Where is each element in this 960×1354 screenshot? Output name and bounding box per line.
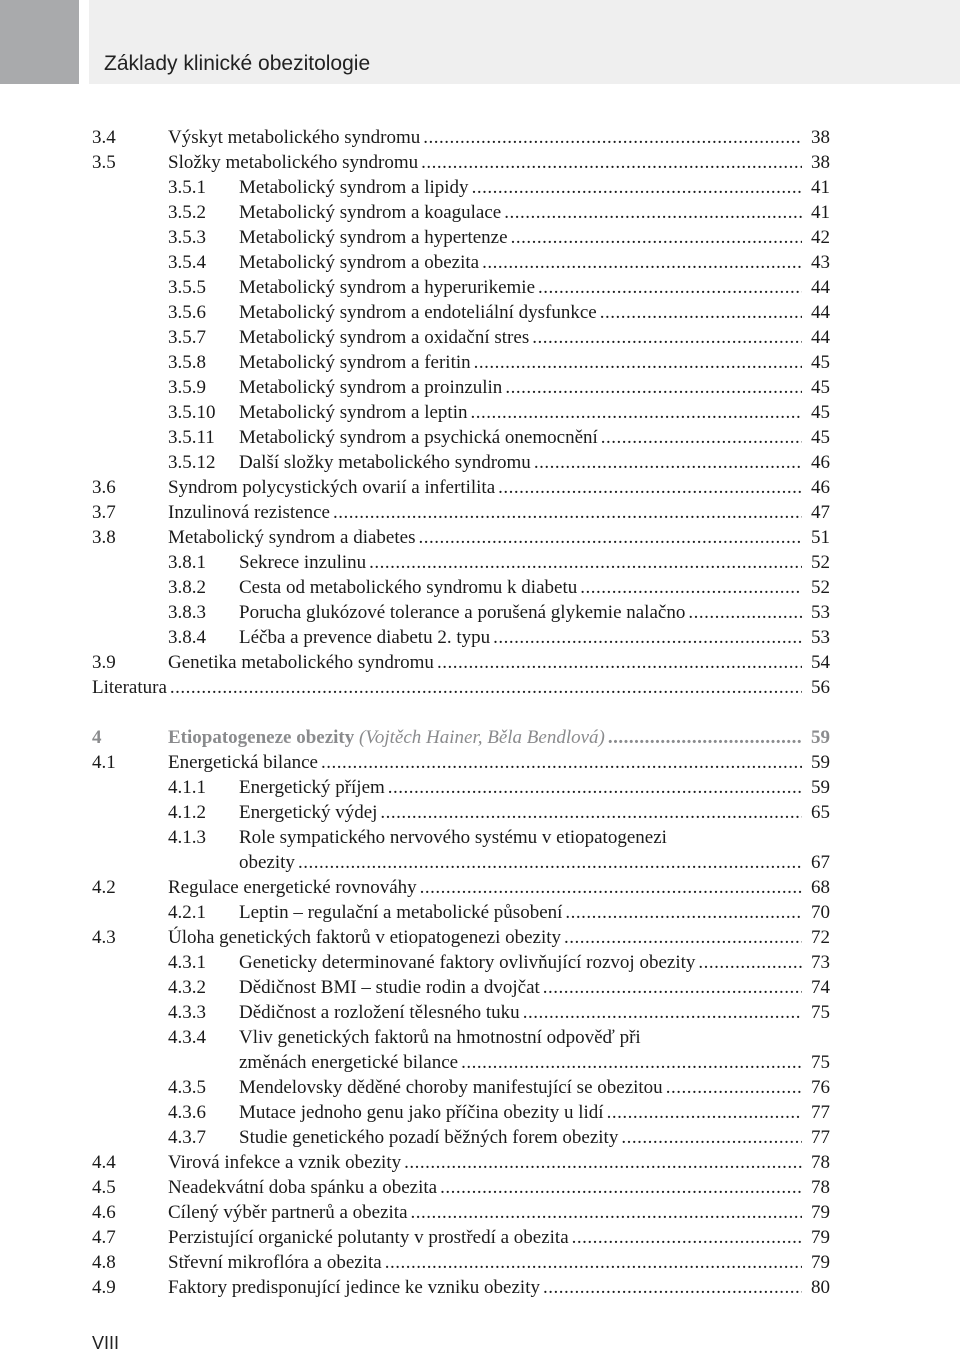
toc-entry-number: 4.6: [92, 1202, 116, 1223]
toc-entry[interactable]: [92, 675, 830, 700]
dot-leader: [504, 200, 802, 225]
toc-entry-page: 77: [811, 1102, 830, 1123]
toc-entry-number: 3.8.2: [168, 577, 206, 598]
dot-leader: [511, 225, 802, 250]
toc-entry[interactable]: [92, 1000, 830, 1025]
toc-entry[interactable]: [92, 1200, 830, 1225]
toc-entry-title: Cesta od metabolického syndromu k diabetu: [239, 577, 578, 598]
toc-entry-page: 73: [811, 952, 830, 973]
toc-entry-page: 43: [811, 252, 830, 273]
toc-entry-page: 52: [811, 577, 830, 598]
toc-entry-number: 4.1.1: [168, 777, 206, 798]
toc-entry[interactable]: [92, 575, 830, 600]
toc-entry-number: 3.5.5: [168, 277, 206, 298]
toc-entry[interactable]: [92, 925, 830, 950]
toc-entry[interactable]: [92, 450, 830, 475]
toc-entry-number: 3.5.1: [168, 177, 206, 198]
toc-entry[interactable]: [92, 775, 830, 800]
toc-entry-title: Úloha genetických faktorů v etiopatogenezi obezity: [168, 927, 562, 948]
toc-entry-number: 3.5.2: [168, 202, 206, 223]
toc-entry[interactable]: [92, 550, 830, 575]
toc-entry-page: 41: [811, 177, 830, 198]
toc-entry[interactable]: [92, 475, 830, 500]
table-of-contents: [92, 125, 830, 1300]
toc-entry-page: 38: [811, 127, 830, 148]
toc-entry-page: 41: [811, 202, 830, 223]
dot-leader: [523, 1000, 802, 1025]
toc-entry-number: 4.4: [92, 1152, 116, 1173]
toc-entry-title: Metabolický syndrom a psychická onemocnění: [239, 427, 598, 448]
toc-entry-title: Porucha glukózové tolerance a porušená glykemie nalačno: [239, 602, 686, 623]
toc-entry-page: 45: [811, 427, 830, 448]
toc-entry-number: 4.5: [92, 1177, 116, 1198]
toc-entry-page: 46: [811, 452, 830, 473]
toc-entry-number: 3.5.6: [168, 302, 206, 323]
toc-entry-number: 4.7: [92, 1227, 116, 1248]
dot-leader: [470, 400, 802, 425]
toc-entry[interactable]: [92, 1025, 830, 1050]
toc-entry-page: 45: [811, 352, 830, 373]
dot-leader: [440, 1175, 802, 1200]
toc-entry-number: 4.9: [92, 1277, 116, 1298]
dot-leader: [474, 350, 802, 375]
toc-entry[interactable]: [92, 250, 830, 275]
toc-entry-page: 79: [811, 1227, 830, 1248]
toc-entry-page: 51: [811, 527, 830, 548]
toc-entry-title: Mendelovsky děděné choroby manifestující se obezitou: [239, 1077, 663, 1098]
toc-entry[interactable]: [92, 225, 830, 250]
toc-entry-number: 4.3.7: [168, 1127, 206, 1148]
toc-entry-number: 3.8: [92, 527, 116, 548]
dot-leader: [565, 900, 802, 925]
toc-entry[interactable]: [92, 950, 830, 975]
chapter-title: Etiopatogeneze obezity: [168, 727, 355, 748]
dot-leader: [601, 425, 802, 450]
toc-entry[interactable]: [92, 300, 830, 325]
toc-entry-number: 4.1.3: [168, 827, 206, 848]
toc-entry-title: Další složky metabolického syndromu: [239, 452, 531, 473]
dot-leader: [493, 625, 802, 650]
toc-entry[interactable]: [92, 175, 830, 200]
dot-leader: [388, 775, 802, 800]
toc-entry-title: Perzistující organické polutanty v prostředí a obezita: [168, 1227, 569, 1248]
toc-entry[interactable]: [92, 200, 830, 225]
toc-entry-title: Metabolický syndrom a koagulace: [239, 202, 502, 223]
dot-leader: [461, 1050, 802, 1075]
toc-entry-page: 76: [811, 1077, 830, 1098]
dot-leader: [600, 300, 802, 325]
toc-entry-page: 53: [811, 627, 830, 648]
toc-entry-title: Mutace jednoho genu jako příčina obezity u lidí: [239, 1102, 604, 1123]
toc-entry-title: Inzulinová rezistence: [168, 502, 330, 523]
toc-entry[interactable]: [92, 625, 830, 650]
toc-entry-number: 3.5: [92, 152, 116, 173]
toc-entry[interactable]: [92, 500, 830, 525]
toc-entry-title: Faktory predisponující jedince ke vzniku obezity: [168, 1277, 540, 1298]
toc-entry-page: 47: [811, 502, 830, 523]
dot-leader: [385, 1250, 802, 1275]
toc-entry-title: Střevní mikroflóra a obezita: [168, 1252, 382, 1273]
toc-entry-number: 3.5.7: [168, 327, 206, 348]
toc-entry-title: Virová infekce a vznik obezity: [168, 1152, 402, 1173]
toc-entry-number: 3.6: [92, 477, 116, 498]
toc-entry-title: Studie genetického pozadí běžných forem obezity: [239, 1127, 619, 1148]
toc-entry-page: 78: [811, 1152, 830, 1173]
toc-entry-continuation[interactable]: [92, 850, 830, 875]
toc-entry-number: 3.9: [92, 652, 116, 673]
running-title: Základy klinické obezitologie: [104, 52, 371, 75]
dot-leader: [688, 600, 802, 625]
chapter-heading[interactable]: [92, 725, 830, 750]
toc-entry-page: 77: [811, 1127, 830, 1148]
dot-leader: [607, 1100, 802, 1125]
dot-leader: [498, 475, 802, 500]
toc-entry-page: 78: [811, 1177, 830, 1198]
toc-entry[interactable]: [92, 1175, 830, 1200]
toc-entry-page: 42: [811, 227, 830, 248]
dot-leader: [321, 750, 802, 775]
dot-leader: [608, 725, 802, 750]
toc-entry-title: Literatura: [92, 677, 167, 698]
toc-entry-number: 3.5.12: [168, 452, 216, 473]
toc-entry-page: 75: [811, 1002, 830, 1023]
toc-entry-page: 53: [811, 602, 830, 623]
toc-entry-title: Vliv genetických faktorů na hmotnostní odpověď při: [239, 1027, 641, 1048]
toc-entry-page: 45: [811, 377, 830, 398]
dot-leader: [532, 325, 802, 350]
toc-entry-title-continued: obezity: [239, 852, 295, 873]
dot-leader: [698, 950, 802, 975]
dot-leader: [572, 1225, 802, 1250]
dot-leader: [418, 525, 802, 550]
toc-entry-title: Metabolický syndrom a lipidy: [239, 177, 469, 198]
toc-entry-number: 4.2: [92, 877, 116, 898]
toc-entry-page: 44: [811, 277, 830, 298]
toc-entry[interactable]: [92, 800, 830, 825]
toc-entry-page: 79: [811, 1202, 830, 1223]
dot-leader: [543, 1275, 802, 1300]
dot-leader: [170, 675, 802, 700]
toc-entry[interactable]: [92, 325, 830, 350]
toc-entry-page: 79: [811, 1252, 830, 1273]
dot-leader: [580, 575, 802, 600]
toc-entry-title: Energetický výdej: [239, 802, 378, 823]
toc-entry-title: Regulace energetické rovnováhy: [168, 877, 417, 898]
dot-leader: [621, 1125, 802, 1150]
toc-entry-number: 3.5.4: [168, 252, 206, 273]
toc-entry-number: 4.3.4: [168, 1027, 206, 1048]
dot-leader: [437, 650, 802, 675]
toc-entry-title: Metabolický syndrom a hypertenze: [239, 227, 508, 248]
toc-entry-title: Role sympatického nervového systému v etiopatogenezi: [239, 827, 667, 848]
toc-entry[interactable]: [92, 1275, 830, 1300]
toc-entry[interactable]: [92, 150, 830, 175]
dot-leader: [404, 1150, 802, 1175]
toc-entry-title: Metabolický syndrom a leptin: [239, 402, 468, 423]
toc-entry-page: 38: [811, 152, 830, 173]
toc-entry-number: 3.5.3: [168, 227, 206, 248]
toc-entry-title: Energetický příjem: [239, 777, 385, 798]
toc-entry-page: 59: [811, 777, 830, 798]
toc-entry[interactable]: [92, 1075, 830, 1100]
page-number: VIII: [92, 1333, 120, 1353]
toc-entry-number: 3.5.8: [168, 352, 206, 373]
toc-entry-number: 3.8.3: [168, 602, 206, 623]
dot-leader: [420, 875, 802, 900]
toc-entry[interactable]: [92, 900, 830, 925]
toc-entry-page: 56: [811, 677, 830, 698]
toc-entry-page: 72: [811, 927, 830, 948]
toc-entry[interactable]: [92, 350, 830, 375]
toc-entry[interactable]: [92, 525, 830, 550]
toc-entry-title: Metabolický syndrom a diabetes: [168, 527, 416, 548]
corner-tab-block: [0, 0, 79, 84]
toc-entry-page: 54: [811, 652, 830, 673]
dot-leader: [534, 450, 802, 475]
toc-entry-page: 70: [811, 902, 830, 923]
toc-entry-page: 80: [811, 1277, 830, 1298]
toc-entry-page: 67: [811, 852, 830, 873]
dot-leader: [411, 1200, 802, 1225]
toc-entry-number: 3.7: [92, 502, 116, 523]
toc-entry-number: 3.5.10: [168, 402, 216, 423]
dot-leader: [538, 275, 802, 300]
toc-entry-title: Syndrom polycystických ovarií a infertilita: [168, 477, 496, 498]
toc-entry-title: Geneticky determinované faktory ovlivňující rozvoj obezity: [239, 952, 696, 973]
dot-leader: [298, 850, 802, 875]
toc-entry-number: 4.3.3: [168, 1002, 206, 1023]
toc-entry-number: 3.5.11: [168, 427, 215, 448]
chapter-number: 4: [92, 727, 102, 748]
toc-entry-title: Metabolický syndrom a oxidační stres: [239, 327, 530, 348]
dot-leader: [380, 800, 802, 825]
toc-entry-number: 3.4: [92, 127, 116, 148]
toc-entry-title: Neadekvátní doba spánku a obezita: [168, 1177, 438, 1198]
toc-entry-number: 4.8: [92, 1252, 116, 1273]
toc-entry-page: 59: [811, 752, 830, 773]
toc-entry-page: 65: [811, 802, 830, 823]
toc-entry-title: Metabolický syndrom a feritin: [239, 352, 471, 373]
toc-entry[interactable]: [92, 125, 830, 150]
toc-entry-number: 4.2.1: [168, 902, 206, 923]
toc-entry-continuation[interactable]: [92, 1050, 830, 1075]
toc-entry[interactable]: [92, 750, 830, 775]
toc-entry-title: Léčba a prevence diabetu 2. typu: [239, 627, 491, 648]
toc-entry-number: 4.1: [92, 752, 116, 773]
toc-entry[interactable]: [92, 275, 830, 300]
dot-leader: [482, 250, 802, 275]
toc-entry[interactable]: [92, 1100, 830, 1125]
toc-entry-title: Genetika metabolického syndromu: [168, 652, 434, 673]
dot-leader: [505, 375, 802, 400]
toc-entry-page: 45: [811, 402, 830, 423]
toc-entry[interactable]: [92, 600, 830, 625]
toc-entry-title: Složky metabolického syndromu: [168, 152, 419, 173]
toc-entry[interactable]: [92, 650, 830, 675]
toc-entry-page: 52: [811, 552, 830, 573]
toc-entry-page: 74: [811, 977, 830, 998]
toc-entry-page: 46: [811, 477, 830, 498]
toc-entry-number: 4.3.1: [168, 952, 206, 973]
toc-entry[interactable]: [92, 1150, 830, 1175]
toc-entry[interactable]: [92, 1250, 830, 1275]
toc-entry-page: 44: [811, 302, 830, 323]
toc-entry-number: 4.3.5: [168, 1077, 206, 1098]
toc-entry-title: Metabolický syndrom a endoteliální dysfunkce: [239, 302, 597, 323]
toc-entry[interactable]: [92, 1225, 830, 1250]
dot-leader: [472, 175, 802, 200]
toc-entry-number: 4.3: [92, 927, 116, 948]
chapter-page: 59: [811, 727, 830, 748]
dot-leader: [423, 125, 802, 150]
toc-entry-title: Metabolický syndrom a proinzulin: [239, 377, 503, 398]
toc-entry-title: Výskyt metabolického syndromu: [168, 127, 421, 148]
toc-entry-number: 3.5.9: [168, 377, 206, 398]
dot-leader: [666, 1075, 802, 1100]
toc-entry-title: Cílený výběr partnerů a obezita: [168, 1202, 408, 1223]
toc-entry-title: Sekrece inzulinu: [239, 552, 367, 573]
toc-entry-title: Dědičnost a rozložení tělesného tuku: [239, 1002, 520, 1023]
toc-entry-title-continued: změnách energetické bilance: [239, 1052, 459, 1073]
toc-entry-title: Metabolický syndrom a hyperurikemie: [239, 277, 536, 298]
toc-entry-title: Metabolický syndrom a obezita: [239, 252, 480, 273]
toc-entry-number: 4.1.2: [168, 802, 206, 823]
toc-entry[interactable]: [92, 1125, 830, 1150]
toc-entry-page: 44: [811, 327, 830, 348]
chapter-authors: (Vojtěch Hainer, Běla Bendlová): [359, 727, 605, 748]
toc-entry-title: Leptin – regulační a metabolické působení: [239, 902, 563, 923]
toc-entry-page: 75: [811, 1052, 830, 1073]
toc-entry-number: 3.8.4: [168, 627, 206, 648]
dot-leader: [333, 500, 802, 525]
toc-entry-title: Energetická bilance: [168, 752, 318, 773]
toc-entry-number: 4.3.6: [168, 1102, 206, 1123]
dot-leader: [543, 975, 802, 1000]
toc-entry-number: 4.3.2: [168, 977, 206, 998]
dot-leader: [564, 925, 802, 950]
toc-entry[interactable]: [92, 875, 830, 900]
toc-entry-page: 68: [811, 877, 830, 898]
toc-entry[interactable]: [92, 375, 830, 400]
dot-leader: [421, 150, 802, 175]
toc-entry-number: 3.8.1: [168, 552, 206, 573]
dot-leader: [369, 550, 802, 575]
toc-entry-title: Dědičnost BMI – studie rodin a dvojčat: [239, 977, 540, 998]
toc-entry[interactable]: [92, 975, 830, 1000]
toc-entry[interactable]: [92, 425, 830, 450]
toc-entry[interactable]: [92, 825, 830, 850]
toc-entry[interactable]: [92, 400, 830, 425]
